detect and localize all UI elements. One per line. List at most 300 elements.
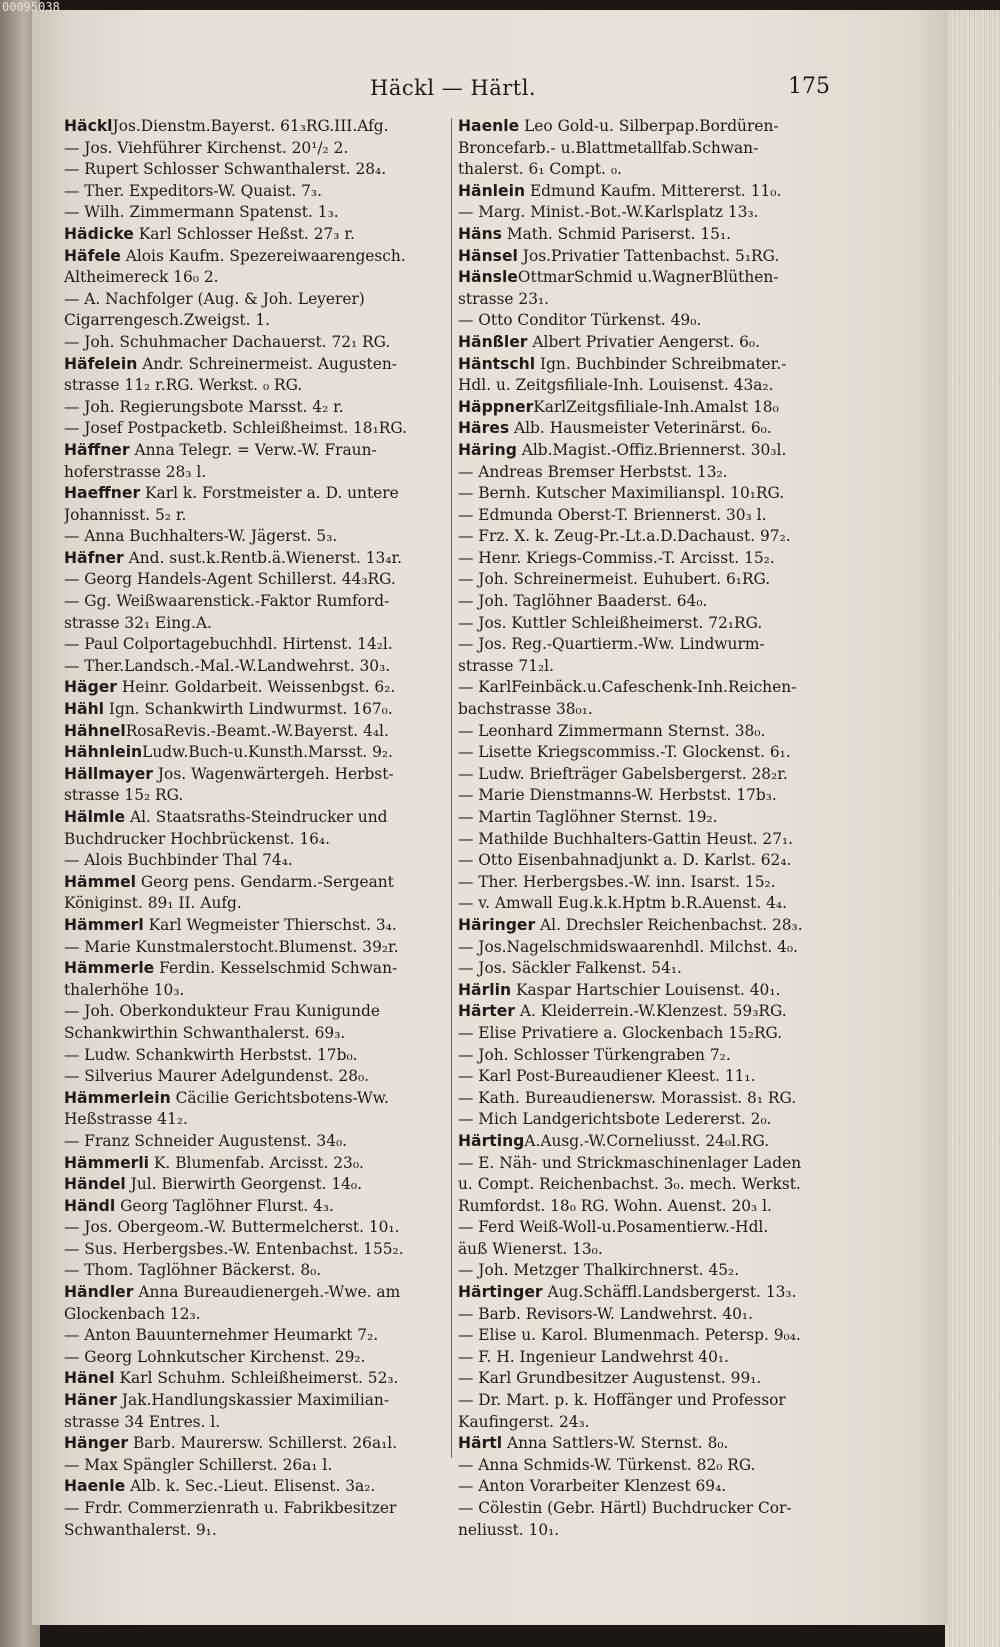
directory-entry-line [458, 202, 828, 224]
directory-entry-line [458, 267, 828, 289]
entry-text: Edmund Kaufm. Mittererst. 11₀. [525, 181, 782, 200]
entry-text: Anna Sattlers-W. Sternst. 8₀. [502, 1434, 729, 1453]
directory-entry-line [64, 246, 444, 268]
directory-entry-line [458, 829, 828, 851]
entry-text: — Marg. Minist.-Bot.-W.Karlsplatz 13₃. [458, 203, 759, 222]
directory-entry-line [64, 505, 444, 527]
entry-text: — Sus. Herbergsbes.-W. Entenbachst. 155₂. [64, 1239, 404, 1258]
directory-entry-line [64, 267, 444, 289]
entry-text: — A. Nachfolger (Aug. & Joh. Leyerer) [64, 289, 365, 308]
directory-entry-line [458, 1412, 828, 1434]
entry-text: — Rupert Schlosser Schwanthalerst. 28₄. [64, 160, 387, 179]
directory-entry-line [458, 505, 828, 527]
entry-surname: Häns [458, 224, 502, 243]
entry-text: — Jos. Obergeom.-W. Buttermelcherst. 10₁. [64, 1218, 400, 1237]
directory-entry-line [64, 159, 444, 181]
entry-text: — Josef Postpacketb. Schleißheimst. 18₁RG. [64, 419, 407, 438]
entry-text: — Ludw. Schankwirth Herbstst. 17b₀. [64, 1045, 358, 1064]
directory-entry-line [64, 1023, 444, 1045]
entry-text: Karl Wegmeister Thierschst. 3₄. [143, 915, 397, 934]
directory-entry-line [64, 613, 444, 635]
entry-text: Glockenbach 12₃. [64, 1304, 201, 1323]
directory-entry-line [458, 1347, 828, 1369]
directory-entry-line [458, 289, 828, 311]
scan-id-mark: 00095038 [2, 0, 60, 14]
entry-text: bachstrasse 38₀₁. [458, 700, 593, 719]
directory-entry-line [64, 1347, 444, 1369]
directory-entry-line [458, 1260, 828, 1282]
entry-text: — Gg. Weißwaarenstick.-Faktor Rumford- [64, 592, 390, 611]
entry-text: — Frz. X. k. Zeug-Pr.-Lt.a.D.Dachaust. 97₂. [458, 527, 791, 546]
directory-entry-line [458, 721, 828, 743]
entry-text: — Otto Eisenbahnadjunkt a. D. Karlst. 62₄. [458, 851, 792, 870]
entry-text: — Silverius Maurer Adelgundenst. 28₀. [64, 1067, 370, 1086]
entry-text: — Mich Landgerichtsbote Ledererst. 2₀. [458, 1110, 772, 1129]
entry-text: — Joh. Schuhmacher Dachauerst. 72₁ RG. [64, 332, 391, 351]
entry-text: — Joh. Metzger Thalkirchnerst. 45₂. [458, 1261, 740, 1280]
entry-text: Jak.Handlungskassier Maximilian- [116, 1391, 390, 1410]
entry-text: Jul. Bierwirth Georgenst. 14₀. [125, 1175, 362, 1194]
entry-text: Königinst. 89₁ II. Aufg. [64, 894, 242, 913]
directory-entry-line [64, 591, 444, 613]
entry-text: Karl k. Forstmeister a. D. untere [140, 484, 399, 503]
directory-entry-line [458, 1433, 828, 1455]
entry-text: strasse 34 Entres. l. [64, 1412, 221, 1431]
entry-surname: Hällmayer [64, 764, 153, 783]
entry-text: — KarlFeinbäck.u.Cafeschenk-Inh.Reichen- [458, 678, 797, 697]
directory-entry-line [64, 829, 444, 851]
entry-text: Math. Schmid Pariserst. 15₁. [501, 224, 732, 243]
entry-surname: Häffner [64, 440, 130, 459]
directory-entry-line [458, 1066, 828, 1088]
entry-text: Leo Gold-u. Silberpap.Bordüren- [519, 117, 779, 135]
directory-entry-line [64, 1520, 444, 1542]
directory-entry-line [458, 1023, 828, 1045]
directory-entry-line [458, 181, 828, 203]
directory-entry-line [64, 397, 444, 419]
entry-text: — Karl Grundbesitzer Augustenst. 99₁. [458, 1369, 762, 1388]
directory-entry-line [458, 440, 828, 462]
directory-entry-line [64, 1390, 444, 1412]
directory-entry-line [458, 591, 828, 613]
directory-entry-line [64, 440, 444, 462]
entry-surname: Haenle [458, 117, 520, 135]
entry-text: — Martin Taglöhner Sternst. 19₂. [458, 808, 718, 826]
entry-surname: Häringer [458, 915, 536, 934]
entry-text: Alb. Hausmeister Veterinärst. 6₀. [509, 419, 772, 438]
directory-entry-line [64, 1455, 444, 1477]
entry-surname: Härting [458, 1131, 525, 1150]
directory-entry-line [64, 742, 444, 764]
directory-entry-line [64, 1066, 444, 1088]
entry-text: — Georg Handels-Agent Schillerst. 44₃RG. [64, 570, 396, 589]
entry-text: — Anna Buchhalters-W. Jägerst. 5₃. [64, 527, 338, 546]
directory-entry-line [458, 1196, 828, 1218]
entry-surname: Hänsel [458, 246, 518, 265]
directory-entry-line [458, 1520, 828, 1542]
directory-entry-line [64, 1109, 444, 1131]
directory-entry-line [458, 224, 828, 246]
entry-text: Albert Privatier Aengerst. 6₀. [527, 332, 760, 351]
entry-text: — Jos. Viehführer Kirchenst. 20¹/₂ 2. [64, 138, 349, 157]
entry-text: — v. Amwall Eug.k.k.Hptm b.R.Auenst. 4₄. [458, 894, 787, 913]
directory-entry-line [64, 1131, 444, 1153]
directory-entry-line [64, 1412, 444, 1434]
entry-surname: Härtinger [458, 1283, 543, 1302]
entry-text: strasse 23₁. [458, 289, 550, 308]
directory-entry-line [64, 893, 444, 915]
directory-entry-line [458, 569, 828, 591]
directory-entry-line [458, 1131, 828, 1153]
directory-entry-line [64, 310, 444, 332]
entry-text: — Frdr. Commerzienrath u. Fabrikbesitzer [64, 1499, 397, 1517]
directory-entry-line [64, 872, 444, 894]
directory-entry-line [64, 1498, 444, 1520]
directory-entry-line [64, 548, 444, 570]
entry-text: Anna Telegr. = Verw.-W. Fraun- [129, 440, 377, 459]
entry-text: — Ferd Weiß-Woll-u.Posamentierw.-Hdl. [458, 1218, 769, 1237]
entry-surname: Häckl [64, 117, 113, 135]
directory-entry-line [64, 569, 444, 591]
directory-entry-line [64, 418, 444, 440]
directory-entry-line [458, 1153, 828, 1175]
entry-text: — Elise Privatiere a. Glockenbach 15₂RG. [458, 1023, 783, 1042]
entry-text: Alb.Magist.-Offiz.Briennerst. 30₃l. [516, 440, 787, 459]
entry-surname: Häger [64, 678, 118, 697]
directory-entry-line [64, 1282, 444, 1304]
directory-entry-line [64, 181, 444, 203]
entry-text: — Bernh. Kutscher Maximilianspl. 10₁RG. [458, 484, 785, 503]
entry-surname: Hähnel [64, 721, 126, 740]
entry-surname: Haenle [64, 1477, 126, 1496]
entry-text: RosaRevis.-Beamt.-W.Bayerst. 4₄l. [125, 721, 389, 740]
entry-surname: Häres [458, 419, 510, 438]
entry-text: — Joh. Regierungsbote Marsst. 4₂ r. [64, 397, 344, 416]
column-divider [451, 118, 452, 1458]
entry-surname: Hälmle [64, 808, 126, 826]
directory-entry-line [64, 1088, 444, 1110]
directory-entry-line [64, 677, 444, 699]
entry-text: Heßstrasse 41₂. [64, 1110, 188, 1129]
entry-text: Jos. Wagenwärtergeh. Herbst- [153, 764, 394, 783]
entry-text: — Ther.Landsch.-Mal.-W.Landwehrst. 30₃. [64, 656, 391, 675]
directory-entry-line [64, 1045, 444, 1067]
entry-text: — Elise u. Karol. Blumenmach. Petersp. 9₀₄. [458, 1326, 801, 1345]
directory-entry-line [458, 1390, 828, 1412]
entry-text: u. Compt. Reichenbachst. 3₀. mech. Werkst. [458, 1175, 801, 1194]
entry-text: hoferstrasse 28₃ l. [64, 462, 207, 481]
entry-surname: Häner [64, 1391, 117, 1410]
entry-text: — Anna Schmids-W. Türkenst. 82₀ RG. [458, 1455, 756, 1474]
entry-surname: Hämmerl [64, 915, 144, 934]
directory-entry-line [458, 332, 828, 354]
directory-entry-line [64, 1239, 444, 1261]
entry-text: — Paul Colportagebuchhdl. Hirtenst. 14₂l. [64, 635, 393, 654]
directory-entry-line [458, 785, 828, 807]
entry-text: Altheimereck 16₀ 2. [64, 268, 219, 287]
right-column [458, 116, 828, 1541]
directory-entry-line [458, 656, 828, 678]
directory-entry-line [64, 1433, 444, 1455]
directory-entry-line [64, 332, 444, 354]
entry-text: A. Kleiderrein.-W.Klenzest. 59₃RG. [514, 1002, 787, 1021]
directory-entry-line [458, 764, 828, 786]
entry-text: Jos.Dienstm.Bayerst. 61₃RG.III.Afg. [112, 117, 389, 135]
directory-entry-line [458, 526, 828, 548]
entry-surname: Hädicke [64, 224, 134, 243]
entry-text: Al. Drechsler Reichenbachst. 28₃. [535, 915, 803, 934]
entry-text: Georg pens. Gendarm.-Sergeant [136, 872, 394, 891]
entry-text: Johannisst. 5₂ r. [64, 505, 187, 524]
directory-entry-line [458, 548, 828, 570]
directory-entry-line [64, 1174, 444, 1196]
directory-entry-line [64, 958, 444, 980]
running-head: Häckl — Härtl. [370, 76, 537, 100]
entry-surname: Häring [458, 440, 517, 459]
entry-text: Heinr. Goldarbeit. Weissenbgst. 6₂. [117, 678, 396, 697]
entry-text: — E. Näh- und Strickmaschinenlager Laden [458, 1153, 802, 1172]
directory-entry-line [458, 872, 828, 894]
directory-entry-line [458, 1368, 828, 1390]
entry-text: Ludw.Buch-u.Kunsth.Marsst. 9₂. [142, 743, 393, 762]
entry-surname: Häfner [64, 548, 124, 567]
entry-surname: Händel [64, 1175, 126, 1194]
entry-text: — Cölestin (Gebr. Härtl) Buchdrucker Cor- [458, 1499, 792, 1517]
entry-text: Cäcilie Gerichtsbotens-Ww. [170, 1088, 389, 1107]
directory-entry-line [458, 354, 828, 376]
directory-entry-line [458, 1174, 828, 1196]
entry-text: Kaufingerst. 24₃. [458, 1412, 590, 1431]
directory-entry-line [64, 1368, 444, 1390]
entry-text: neliusst. 10₁. [458, 1520, 560, 1539]
directory-entry-line [458, 850, 828, 872]
directory-entry-line [64, 1260, 444, 1282]
entry-text: Ign. Schankwirth Lindwurmst. 167₀. [104, 700, 393, 719]
entry-text: Cigarrengesch.Zweigst. 1. [64, 311, 271, 330]
directory-entry-line [64, 375, 444, 397]
directory-entry-line [458, 807, 828, 829]
entry-text: — F. H. Ingenieur Landwehrst 40₁. [458, 1347, 729, 1366]
directory-entry-line [64, 915, 444, 937]
directory-entry-line [64, 138, 444, 160]
directory-entry-line [64, 1304, 444, 1326]
directory-entry-line [458, 1476, 828, 1498]
entry-text: Hdl. u. Zeitgsfiliale-Inh. Louisenst. 43a₂. [458, 376, 774, 395]
entry-text: — Lisette Kriegscommiss.-T. Glockenst. 6₁. [458, 743, 791, 762]
entry-surname: Händler [64, 1283, 134, 1302]
left-column [64, 116, 444, 1541]
entry-text: Andr. Schreinermeist. Augusten- [137, 354, 397, 373]
entry-surname: Hänel [64, 1369, 115, 1388]
directory-entry-line [458, 958, 828, 980]
directory-entry-line [64, 1325, 444, 1347]
directory-entry-line [458, 613, 828, 635]
entry-text: Ign. Buchbinder Schreibmater.- [535, 354, 787, 373]
page-number: 175 [788, 74, 830, 99]
entry-text: — Jos. Kuttler Schleißheimerst. 72₁RG. [458, 613, 763, 632]
entry-text: — Andreas Bremser Herbstst. 13₂. [458, 462, 728, 481]
entry-text: And. sust.k.Rentb.ä.Wienerst. 13₄r. [123, 548, 403, 567]
directory-entry-line [458, 138, 828, 160]
directory-entry-line [458, 1217, 828, 1239]
entry-surname: Härtl [458, 1434, 503, 1453]
entry-text: — Kath. Bureaudienersw. Morassist. 8₁ RG. [458, 1088, 797, 1107]
directory-entry-line [64, 202, 444, 224]
directory-entry-line [64, 354, 444, 376]
entry-surname: Hämmerli [64, 1153, 150, 1172]
directory-entry-line [458, 1001, 828, 1023]
entry-text: Schankwirthin Schwanthalerst. 69₃. [64, 1023, 346, 1042]
entry-surname: Hämmerle [64, 959, 155, 978]
directory-entry-line [458, 1498, 828, 1520]
directory-entry-line [64, 937, 444, 959]
entry-text: KarlZeitgsfiliale-Inh.Amalst 18₀ [533, 397, 779, 416]
directory-entry-line [458, 980, 828, 1002]
directory-entry-line [64, 850, 444, 872]
directory-entry-line [458, 1088, 828, 1110]
entry-surname: Haeffner [64, 484, 141, 503]
entry-text: thalerst. 6₁ Compt. ₀. [458, 160, 622, 179]
entry-text: Georg Taglöhner Flurst. 4₃. [115, 1196, 334, 1215]
entry-text: — Marie Kunstmalerstocht.Blumenst. 39₂r. [64, 937, 399, 956]
directory-entry-line [64, 980, 444, 1002]
entry-text: — Mathilde Buchhalters-Gattin Heust. 27₁. [458, 829, 794, 848]
directory-entry-line [64, 807, 444, 829]
entry-text: Jos.Privatier Tattenbachst. 5₁RG. [517, 246, 780, 265]
entry-surname: Häfelein [64, 354, 138, 373]
directory-entry-line [458, 418, 828, 440]
directory-entry-line [458, 310, 828, 332]
directory-entry-line [458, 1455, 828, 1477]
entry-surname: Händl [64, 1196, 116, 1215]
entry-text: — Leonhard Zimmermann Sternst. 38₀. [458, 721, 766, 740]
directory-entry-line [458, 375, 828, 397]
directory-entry-line [64, 1153, 444, 1175]
entry-text: Schwanthalerst. 9₁. [64, 1520, 217, 1539]
entry-text: — Anton Vorarbeiter Klenzest 69₄. [458, 1477, 727, 1496]
directory-entry-line [458, 462, 828, 484]
directory-entry-line [458, 116, 828, 138]
entry-text: — Marie Dienstmanns-W. Herbstst. 17b₃. [458, 786, 777, 805]
entry-text: — Max Spängler Schillerst. 26a₁ l. [64, 1455, 333, 1474]
directory-entry-line [64, 699, 444, 721]
entry-text: — Ther. Expeditors-W. Quaist. 7₃. [64, 181, 322, 200]
entry-text: — Edmunda Oberst-T. Briennerst. 30₃ l. [458, 505, 767, 524]
directory-entry-line [458, 937, 828, 959]
entry-text: — Thom. Taglöhner Bäckerst. 8₀. [64, 1261, 322, 1280]
entry-text: — Jos. Reg.-Quartierm.-Ww. Lindwurm- [458, 635, 765, 654]
directory-entry-line [64, 483, 444, 505]
directory-entry-line [458, 742, 828, 764]
directory-entry-line [64, 1001, 444, 1023]
directory-entry-line [64, 116, 444, 138]
entry-text: thalerhöhe 10₃. [64, 980, 185, 999]
directory-entry-line [458, 915, 828, 937]
entry-text: Broncefarb.- u.Blattmetallfab.Schwan- [458, 138, 759, 157]
entry-text: — Wilh. Zimmermann Spatenst. 1₃. [64, 203, 339, 222]
directory-entry-line [458, 1325, 828, 1347]
entry-surname: Hämmerlein [64, 1088, 171, 1107]
entry-surname: Häfele [64, 246, 121, 265]
entry-surname: Hähnlein [64, 743, 143, 762]
entry-text: Barb. Maurersw. Schillerst. 26a₁l. [128, 1434, 398, 1453]
directory-entry-line [458, 1304, 828, 1326]
directory-entry-line [458, 1109, 828, 1131]
entry-text: — Alois Buchbinder Thal 74₄. [64, 851, 293, 870]
directory-entry-line [64, 289, 444, 311]
entry-text: — Jos.Nagelschmidswaarenhdl. Milchst. 4₀. [458, 937, 798, 956]
entry-text: — Georg Lohnkutscher Kirchenst. 29₂. [64, 1347, 366, 1366]
entry-text: Karl Schlosser Heßst. 27₃ r. [133, 224, 355, 243]
entry-surname: Hänger [64, 1434, 129, 1453]
entry-text: — Ther. Herbergsbes.-W. inn. Isarst. 15₂. [458, 872, 776, 891]
directory-entry-line [458, 893, 828, 915]
entry-surname: Häntschl [458, 354, 536, 373]
directory-entry-line [458, 634, 828, 656]
entry-surname: Härlin [458, 980, 512, 999]
directory-entry-line [64, 1217, 444, 1239]
entry-text: strasse 32₁ Eing.A. [64, 613, 212, 632]
entry-text: — Dr. Mart. p. k. Hoffänger und Professor [458, 1391, 786, 1410]
entry-text: — Jos. Säckler Falkenst. 54₁. [458, 959, 682, 978]
entry-text: Aug.Schäffl.Landsbergerst. 13₃. [542, 1283, 797, 1302]
directory-entry-line [64, 1476, 444, 1498]
entry-text: Karl Schuhm. Schleißheimerst. 52₃. [114, 1369, 399, 1388]
entry-text: — Barb. Revisors-W. Landwehrst. 40₁. [458, 1304, 753, 1323]
entry-text: strasse 11₂ r.RG. Werkst. ₀ RG. [64, 376, 303, 395]
directory-entry-line [458, 699, 828, 721]
entry-text: Alb. k. Sec.-Lieut. Elisenst. 3a₂. [125, 1477, 376, 1496]
entry-text: OttmarSchmid u.WagnerBlüthen- [517, 268, 779, 287]
directory-entry-line [64, 764, 444, 786]
directory-entry-line [458, 159, 828, 181]
entry-text: Kaspar Hartschier Louisenst. 40₁. [511, 980, 781, 999]
entry-text: — Ludw. Briefträger Gabelsbergerst. 28₂r. [458, 764, 788, 783]
entry-text: Rumfordst. 18₀ RG. Wohn. Auenst. 20₃ l. [458, 1196, 772, 1215]
directory-entry-line [458, 1282, 828, 1304]
entry-text: A.Ausg.-W.Corneliusst. 24₀l.RG. [524, 1131, 770, 1150]
directory-entry-line [458, 1239, 828, 1261]
directory-entry-line [458, 1045, 828, 1067]
entry-text: — Joh. Taglöhner Baaderst. 64₀. [458, 592, 708, 611]
entry-surname: Häppner [458, 397, 534, 416]
entry-text: Alois Kaufm. Spezereiwaarengesch. [120, 246, 406, 265]
directory-entry-line [64, 634, 444, 656]
entry-text: strasse 71₂l. [458, 656, 554, 675]
entry-surname: Hänßler [458, 332, 528, 351]
entry-text: Ferdin. Kesselschmid Schwan- [154, 959, 398, 978]
entry-surname: Härter [458, 1002, 515, 1021]
directory-entry-line [64, 526, 444, 548]
directory-entry-line [458, 246, 828, 268]
page-stack-edges [945, 10, 1000, 1647]
entry-surname: Hähl [64, 700, 105, 719]
entry-text: — Anton Bauunternehmer Heumarkt 7₂. [64, 1326, 379, 1345]
entry-text: — Joh. Schreinermeist. Euhubert. 6₁RG. [458, 570, 771, 589]
directory-entry-line [458, 677, 828, 699]
entry-surname: Hämmel [64, 872, 136, 891]
directory-entry-line [64, 656, 444, 678]
entry-text: Al. Staatsraths-Steindrucker und [125, 808, 388, 826]
directory-entry-line [64, 224, 444, 246]
entry-text: strasse 15₂ RG. [64, 786, 184, 805]
directory-entry-line [64, 721, 444, 743]
entry-text: — Franz Schneider Augustenst. 34₀. [64, 1131, 348, 1150]
entry-surname: Hänsle [458, 268, 518, 287]
entry-text: K. Blumenfab. Arcisst. 23₀. [149, 1153, 364, 1172]
entry-text: — Henr. Kriegs-Commiss.-T. Arcisst. 15₂. [458, 548, 775, 567]
directory-entry-line [64, 785, 444, 807]
